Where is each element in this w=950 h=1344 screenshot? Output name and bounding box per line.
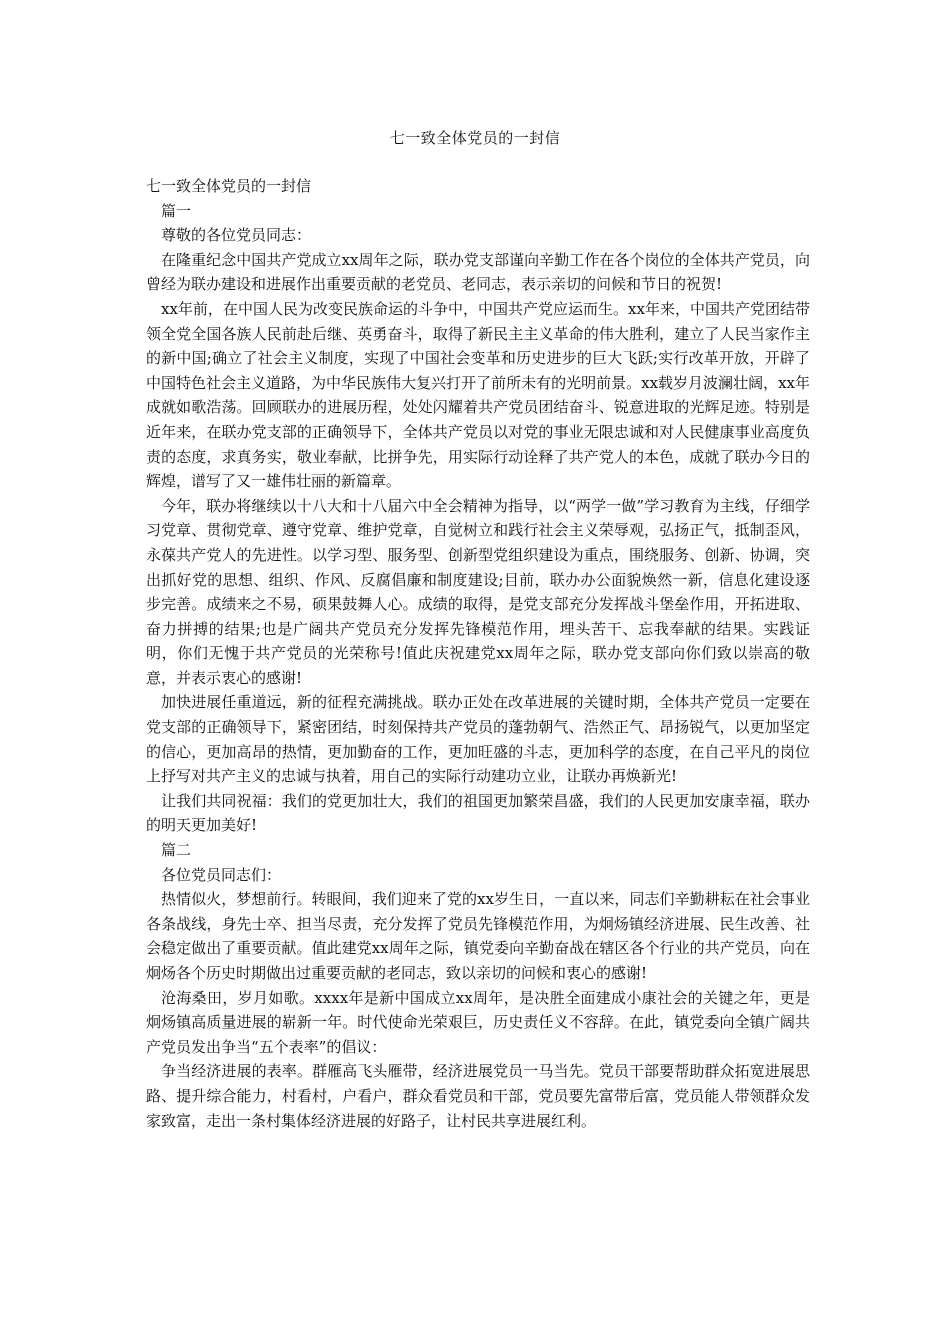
document-body [146, 174, 810, 1133]
paragraph: 沧海桑田，岁月如歌。xxxx年是新中国成立xx周年，是决胜全面建成小康社会的关键之年，更是炯炀镇高质量进展的崭新一年。时代使命光荣艰巨，历史责任义不容辞。在此，镇党委向全镇广阔共产党员发出争当“五个表率”的倡议： [146, 988, 810, 1056]
salutation-1: 尊敬的各位党员同志： [161, 226, 312, 245]
section-label-2: 篇二 [161, 841, 192, 860]
paragraph: 加快进展任重道远，新的征程充满挑战。联办正处在改革进展的关键时期，全体共产党员一定要在党支部的正确领导下，紧密团结，时刻保持共产党员的蓬勃朝气、浩然正气、昂扬锐气，以更加坚定的信心，更加高昂的热情，更加勤奋的工作，更加旺盛的斗志，更加科学的态度，在自己平凡的岗位上抒写对共产主义的忠诚与执着，用自己的实际行动建功立业，让联办再焕新光! [146, 693, 810, 786]
section-label-1: 篇一 [161, 201, 192, 220]
paragraph: 争当经济进展的表率。群雁高飞头雁带，经济进展党员一马当先。党员干部要帮助群众拓宽进展思路、提升综合能力，村看村，户看户，群众看党员和干部，党员要先富带后富，党员能人带领群众发家致富，走出一条村集体经济进展的好路子，让村民共享进展红利。 [146, 1062, 810, 1130]
letter-heading: 七一致全体党员的一封信 [146, 177, 312, 195]
paragraph: 让我们共同祝福：我们的党更加壮大，我们的祖国更加繁荣昌盛，我们的人民更加安康幸福，联办的明天更加美好! [146, 791, 810, 835]
salutation-2: 各位党员同志们： [161, 865, 282, 884]
paragraph: 热情似火，梦想前行。转眼间，我们迎来了党的xx岁生日，一直以来，同志们辛勤耕耘在社会事业各条战线，身先士卒、担当尽责，充分发挥了党员先锋模范作用，为炯炀镇经济进展、民生改善、社会稳定做出了重要贡献。值此建党xx周年之际，镇党委向辛勤奋战在辖区各个行业的共产党员，向在炯炀各个历史时期做出过重要贡献的老同志，致以亲切的问候和衷心的感谢! [146, 890, 810, 982]
paragraph: 今年，联办将继续以十八大和十八届六中全会精神为指导，以“两学一做”学习教育为主线，仔细学习党章、贯彻党章、遵守党章、维护党章，自觉树立和践行社会主义荣辱观，弘扬正气，抵制歪风，永葆共产党人的先进性。以学习型、服务型、创新型党组织建设为重点，围绕服务、创新、协调，突出抓好党的思想、组织、作风、反腐倡廉和制度建设;目前，联办办公面貌焕然一新，信息化建设逐步完善。成绩来之不易，硕果鼓舞人心。成绩的取得，是党支部充分发挥战斗堡垒作用，开拓进取、奋力拼搏的结果;也是广阔共产党员充分发挥先锋模范作用，埋头苦干、忘我奉献的结果。实践证明，你们无愧于共产党员的光荣称号!值此庆祝建党xx周年之际，联办党支部向你们致以崇高的敬意，并表示衷心的感谢! [146, 496, 810, 687]
paragraph: xx年前，在中国人民为改变民族命运的斗争中，中国共产党应运而生。xx年来，中国共产党团结带领全党全国各族人民前赴后继、英勇奋斗，取得了新民主主义革命的伟大胜利，建立了人民当家作主的新中国;确立了社会主义制度，实现了中国社会变革和历史进步的巨大飞跃;实行改革开放，开辟了中国特色社会主义道路，为中华民族伟大复兴打开了前所未有的光明前景。xx载岁月波澜壮阔，xx年成就如歌浩荡。回顾联办的进展历程，处处闪耀着共产党员团结奋斗、锐意进取的光辉足迹。特别是近年来，在联办党支部的正确领导下，全体共产党员以对党的事业无限忠诚和对人民健康事业高度负责的态度，求真务实，敬业奉献，比拼争先，用实际行动诠释了共产党人的本色，成就了联办今日的辉煌，谱写了又一雄伟壮丽的新篇章。 [146, 299, 810, 491]
paragraph: 在隆重纪念中国共产党成立xx周年之际，联办党支部谨向辛勤工作在各个岗位的全体共产党员，向曾经为联办建设和进展作出重要贡献的老党员、老同志，表示亲切的问候和节日的祝贺! [146, 250, 810, 294]
document-title: 七一致全体党员的一封信 [389, 129, 561, 147]
